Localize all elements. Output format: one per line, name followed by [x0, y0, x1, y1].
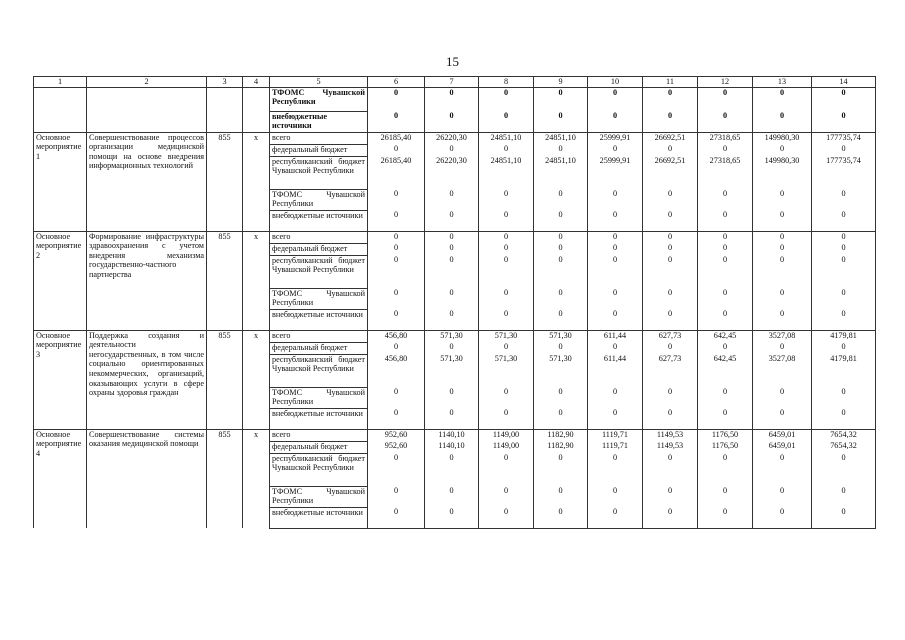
activity-code: 855: [207, 132, 243, 231]
amount-cell: 0: [753, 309, 812, 330]
amount-cell: 1119,71: [588, 441, 643, 453]
amount-cell: 0: [588, 486, 643, 507]
amount-cell: 0: [753, 408, 812, 429]
amount-cell: 1149,00: [479, 441, 534, 453]
amount-cell: 571,30: [534, 354, 588, 387]
amount-cell: 0: [534, 231, 588, 243]
activity-description: Совершенствование процессов организации медицинской помощи на основе внедрения информационных технологий: [87, 132, 207, 231]
amount-cell: 0: [425, 342, 479, 354]
amount-cell: 0: [368, 210, 425, 231]
amount-cell: 0: [588, 255, 643, 288]
amount-cell: 0: [534, 144, 588, 156]
funding-source: республиканский бюджет Чувашской Республики: [270, 156, 368, 189]
amount-cell: 0: [425, 486, 479, 507]
column-header: 13: [753, 77, 812, 88]
amount-cell: 0: [698, 87, 753, 111]
funding-source: внебюджетные источники: [270, 507, 368, 528]
amount-cell: 26185,40: [368, 132, 425, 144]
amount-cell: 4179,81: [812, 330, 876, 342]
funding-source: ТФОМС Чувашской Республики: [270, 486, 368, 507]
column-header: 6: [368, 77, 425, 88]
amount-cell: 0: [588, 144, 643, 156]
amount-cell: 0: [479, 255, 534, 288]
table-row: [34, 429, 876, 441]
amount-cell: 1176,50: [698, 429, 753, 441]
amount-cell: 0: [812, 453, 876, 486]
amount-cell: 0: [425, 309, 479, 330]
amount-cell: 0: [753, 111, 812, 132]
amount-cell: 1140,10: [425, 429, 479, 441]
table-row: [34, 132, 876, 144]
amount-cell: 952,60: [368, 429, 425, 441]
amount-cell: 0: [588, 111, 643, 132]
amount-cell: 0: [534, 87, 588, 111]
amount-cell: 571,30: [534, 330, 588, 342]
amount-cell: 456,80: [368, 330, 425, 342]
funding-source: всего: [270, 132, 368, 144]
amount-cell: 627,73: [643, 354, 698, 387]
activity-name: Основное мероприятие 4: [34, 429, 87, 528]
amount-cell: 0: [534, 408, 588, 429]
amount-cell: 0: [368, 255, 425, 288]
amount-cell: 0: [753, 288, 812, 309]
amount-cell: 0: [479, 288, 534, 309]
amount-cell: 24851,10: [479, 156, 534, 189]
amount-cell: 0: [812, 243, 876, 255]
code-cell: [207, 87, 243, 132]
activity-description-cell: [87, 87, 207, 132]
amount-cell: 1182,90: [534, 429, 588, 441]
amount-cell: 0: [643, 231, 698, 243]
amount-cell: 0: [698, 111, 753, 132]
amount-cell: 0: [753, 387, 812, 408]
funding-source: всего: [270, 330, 368, 342]
amount-cell: 0: [368, 453, 425, 486]
amount-cell: 0: [479, 243, 534, 255]
amount-cell: 0: [812, 342, 876, 354]
amount-cell: 6459,01: [753, 429, 812, 441]
amount-cell: 571,30: [479, 354, 534, 387]
funding-source: ТФОМС Чувашской Республики: [270, 288, 368, 309]
table-row: [34, 330, 876, 342]
table-row: [34, 87, 876, 111]
amount-cell: 0: [425, 210, 479, 231]
budget-table: [33, 76, 876, 529]
amount-cell: 3527,08: [753, 330, 812, 342]
amount-cell: 0: [698, 309, 753, 330]
amount-cell: 26692,51: [643, 156, 698, 189]
amount-cell: 0: [753, 243, 812, 255]
amount-cell: 0: [588, 387, 643, 408]
amount-cell: 0: [588, 189, 643, 210]
amount-cell: 0: [534, 243, 588, 255]
amount-cell: 0: [753, 87, 812, 111]
amount-cell: 0: [588, 210, 643, 231]
amount-cell: 0: [479, 144, 534, 156]
amount-cell: 24851,10: [534, 156, 588, 189]
amount-cell: 7654,32: [812, 429, 876, 441]
amount-cell: 0: [368, 189, 425, 210]
amount-cell: 0: [753, 342, 812, 354]
funding-source: ТФОМС Чувашской Республики: [270, 387, 368, 408]
funding-source: республиканский бюджет Чувашской Республики: [270, 255, 368, 288]
amount-cell: 0: [812, 408, 876, 429]
funding-source: всего: [270, 429, 368, 441]
activity-description: Формирование инфраструктуры здравоохранения с учетом внедрения механизма государственно-частного партнерства: [87, 231, 207, 330]
amount-cell: 0: [368, 144, 425, 156]
amount-cell: 0: [534, 507, 588, 528]
activity-x: x: [243, 429, 270, 528]
amount-cell: 26692,51: [643, 132, 698, 144]
amount-cell: 0: [753, 507, 812, 528]
amount-cell: 0: [698, 144, 753, 156]
column-header: 4: [243, 77, 270, 88]
amount-cell: 0: [753, 189, 812, 210]
amount-cell: 1140,10: [425, 441, 479, 453]
amount-cell: 0: [812, 231, 876, 243]
amount-cell: 0: [753, 486, 812, 507]
amount-cell: 0: [643, 408, 698, 429]
activity-x: x: [243, 132, 270, 231]
x-cell: [243, 87, 270, 132]
amount-cell: 0: [368, 408, 425, 429]
amount-cell: 0: [643, 243, 698, 255]
amount-cell: 26220,30: [425, 156, 479, 189]
amount-cell: 0: [643, 210, 698, 231]
amount-cell: 177735,74: [812, 156, 876, 189]
amount-cell: 0: [698, 210, 753, 231]
funding-source: республиканский бюджет Чувашской Республики: [270, 453, 368, 486]
amount-cell: 0: [698, 408, 753, 429]
amount-cell: 0: [698, 288, 753, 309]
amount-cell: 0: [479, 507, 534, 528]
amount-cell: 0: [753, 231, 812, 243]
amount-cell: 0: [698, 255, 753, 288]
amount-cell: 0: [588, 309, 643, 330]
amount-cell: 0: [643, 486, 698, 507]
amount-cell: 0: [588, 507, 643, 528]
header-row: [34, 77, 876, 88]
amount-cell: 0: [425, 111, 479, 132]
amount-cell: 0: [479, 189, 534, 210]
amount-cell: 0: [479, 486, 534, 507]
amount-cell: 0: [753, 453, 812, 486]
amount-cell: 0: [812, 111, 876, 132]
amount-cell: 0: [643, 144, 698, 156]
column-header: 3: [207, 77, 243, 88]
amount-cell: 25999,91: [588, 156, 643, 189]
amount-cell: 0: [425, 243, 479, 255]
amount-cell: 0: [812, 309, 876, 330]
amount-cell: 26220,30: [425, 132, 479, 144]
amount-cell: 24851,10: [479, 132, 534, 144]
activity-description: Поддержка создания и деятельности негосударственных, в том числе социально ориентированных некоммерческих, организаций, оказывающих услуги в сфере охраны здоровья граждан: [87, 330, 207, 429]
column-header: 9: [534, 77, 588, 88]
activity-code: 855: [207, 231, 243, 330]
funding-source: внебюджетные источники: [270, 210, 368, 231]
amount-cell: 0: [698, 453, 753, 486]
amount-cell: 0: [643, 87, 698, 111]
amount-cell: 0: [534, 255, 588, 288]
amount-cell: 0: [534, 342, 588, 354]
amount-cell: 0: [812, 387, 876, 408]
amount-cell: 0: [643, 453, 698, 486]
funding-source: внебюджетные источники: [270, 408, 368, 429]
amount-cell: 0: [479, 231, 534, 243]
activity-name: Основное мероприятие 1: [34, 132, 87, 231]
amount-cell: 0: [698, 243, 753, 255]
amount-cell: 0: [479, 408, 534, 429]
column-header: 8: [479, 77, 534, 88]
amount-cell: 0: [588, 288, 643, 309]
amount-cell: 642,45: [698, 354, 753, 387]
amount-cell: 0: [643, 507, 698, 528]
funding-source: федеральный бюджет: [270, 243, 368, 255]
amount-cell: 0: [698, 486, 753, 507]
funding-source: республиканский бюджет Чувашской Республики: [270, 354, 368, 387]
amount-cell: 0: [643, 111, 698, 132]
column-header: 7: [425, 77, 479, 88]
amount-cell: 25999,91: [588, 132, 643, 144]
funding-source: ТФОМС Чувашской Республики: [270, 87, 368, 111]
amount-cell: 0: [588, 231, 643, 243]
amount-cell: 6459,01: [753, 441, 812, 453]
amount-cell: 0: [812, 210, 876, 231]
amount-cell: 0: [425, 387, 479, 408]
amount-cell: 0: [753, 210, 812, 231]
amount-cell: 0: [812, 288, 876, 309]
amount-cell: 0: [698, 387, 753, 408]
amount-cell: 0: [643, 288, 698, 309]
amount-cell: 27318,65: [698, 132, 753, 144]
column-header: 12: [698, 77, 753, 88]
funding-source: федеральный бюджет: [270, 342, 368, 354]
amount-cell: 0: [812, 189, 876, 210]
amount-cell: 149980,30: [753, 132, 812, 144]
amount-cell: 0: [534, 309, 588, 330]
funding-source: федеральный бюджет: [270, 441, 368, 453]
amount-cell: 0: [368, 309, 425, 330]
amount-cell: 0: [368, 288, 425, 309]
amount-cell: 0: [643, 309, 698, 330]
amount-cell: 0: [812, 486, 876, 507]
amount-cell: 0: [368, 507, 425, 528]
amount-cell: 0: [588, 342, 643, 354]
amount-cell: 0: [812, 255, 876, 288]
amount-cell: 611,44: [588, 354, 643, 387]
amount-cell: 0: [425, 453, 479, 486]
activity-code: 855: [207, 330, 243, 429]
amount-cell: 0: [534, 453, 588, 486]
column-header: 11: [643, 77, 698, 88]
amount-cell: 1176,50: [698, 441, 753, 453]
amount-cell: 0: [425, 87, 479, 111]
column-header: 14: [812, 77, 876, 88]
amount-cell: 0: [698, 189, 753, 210]
amount-cell: 627,73: [643, 330, 698, 342]
amount-cell: 3527,08: [753, 354, 812, 387]
amount-cell: 177735,74: [812, 132, 876, 144]
amount-cell: 0: [588, 453, 643, 486]
amount-cell: 0: [368, 387, 425, 408]
amount-cell: 27318,65: [698, 156, 753, 189]
amount-cell: 0: [479, 87, 534, 111]
amount-cell: 571,30: [425, 330, 479, 342]
activity-x: x: [243, 330, 270, 429]
amount-cell: 0: [479, 309, 534, 330]
activity-name-cell: [34, 87, 87, 132]
amount-cell: 0: [425, 144, 479, 156]
amount-cell: 642,45: [698, 330, 753, 342]
funding-source: внебюджетные источники: [270, 309, 368, 330]
amount-cell: 952,60: [368, 441, 425, 453]
amount-cell: 0: [698, 507, 753, 528]
amount-cell: 0: [479, 111, 534, 132]
amount-cell: 0: [588, 408, 643, 429]
amount-cell: 0: [479, 342, 534, 354]
amount-cell: 611,44: [588, 330, 643, 342]
activity-name: Основное мероприятие 2: [34, 231, 87, 330]
amount-cell: 1149,00: [479, 429, 534, 441]
amount-cell: 0: [368, 243, 425, 255]
activity-description: Совершенствование системы оказания медицинской помощи: [87, 429, 207, 528]
amount-cell: 1119,71: [588, 429, 643, 441]
amount-cell: 0: [425, 189, 479, 210]
amount-cell: 0: [479, 210, 534, 231]
amount-cell: 0: [534, 288, 588, 309]
amount-cell: 0: [368, 111, 425, 132]
activity-code: 855: [207, 429, 243, 528]
amount-cell: 0: [368, 231, 425, 243]
column-header: 2: [87, 77, 207, 88]
amount-cell: 0: [534, 189, 588, 210]
amount-cell: 0: [368, 87, 425, 111]
funding-source: всего: [270, 231, 368, 243]
column-header: 1: [34, 77, 87, 88]
table-row: [34, 231, 876, 243]
amount-cell: 0: [643, 255, 698, 288]
amount-cell: 571,30: [425, 354, 479, 387]
amount-cell: 149980,30: [753, 156, 812, 189]
column-header: 10: [588, 77, 643, 88]
activity-name: Основное мероприятие 3: [34, 330, 87, 429]
amount-cell: 26185,40: [368, 156, 425, 189]
amount-cell: 0: [643, 189, 698, 210]
amount-cell: 0: [534, 387, 588, 408]
amount-cell: 0: [425, 408, 479, 429]
amount-cell: 0: [534, 210, 588, 231]
amount-cell: 0: [812, 87, 876, 111]
amount-cell: 0: [753, 255, 812, 288]
amount-cell: 4179,81: [812, 354, 876, 387]
amount-cell: 0: [425, 231, 479, 243]
funding-source: внебюджетные источники: [270, 111, 368, 132]
amount-cell: 0: [479, 387, 534, 408]
amount-cell: 0: [368, 342, 425, 354]
amount-cell: 0: [479, 453, 534, 486]
activity-x: x: [243, 231, 270, 330]
amount-cell: 24851,10: [534, 132, 588, 144]
amount-cell: 0: [368, 486, 425, 507]
amount-cell: 0: [588, 87, 643, 111]
amount-cell: 456,80: [368, 354, 425, 387]
funding-source: федеральный бюджет: [270, 144, 368, 156]
amount-cell: 0: [534, 486, 588, 507]
funding-source: ТФОМС Чувашской Республики: [270, 189, 368, 210]
amount-cell: 7654,32: [812, 441, 876, 453]
amount-cell: 0: [812, 144, 876, 156]
amount-cell: 0: [425, 255, 479, 288]
amount-cell: 0: [425, 507, 479, 528]
column-header: 5: [270, 77, 368, 88]
page-number: 15: [446, 54, 459, 69]
amount-cell: 0: [753, 144, 812, 156]
amount-cell: 1149,53: [643, 429, 698, 441]
amount-cell: 1182,90: [534, 441, 588, 453]
amount-cell: 571,30: [479, 330, 534, 342]
amount-cell: 0: [643, 387, 698, 408]
amount-cell: 0: [588, 243, 643, 255]
amount-cell: 1149,53: [643, 441, 698, 453]
amount-cell: 0: [698, 342, 753, 354]
amount-cell: 0: [425, 288, 479, 309]
amount-cell: 0: [534, 111, 588, 132]
amount-cell: 0: [812, 507, 876, 528]
amount-cell: 0: [698, 231, 753, 243]
amount-cell: 0: [643, 342, 698, 354]
